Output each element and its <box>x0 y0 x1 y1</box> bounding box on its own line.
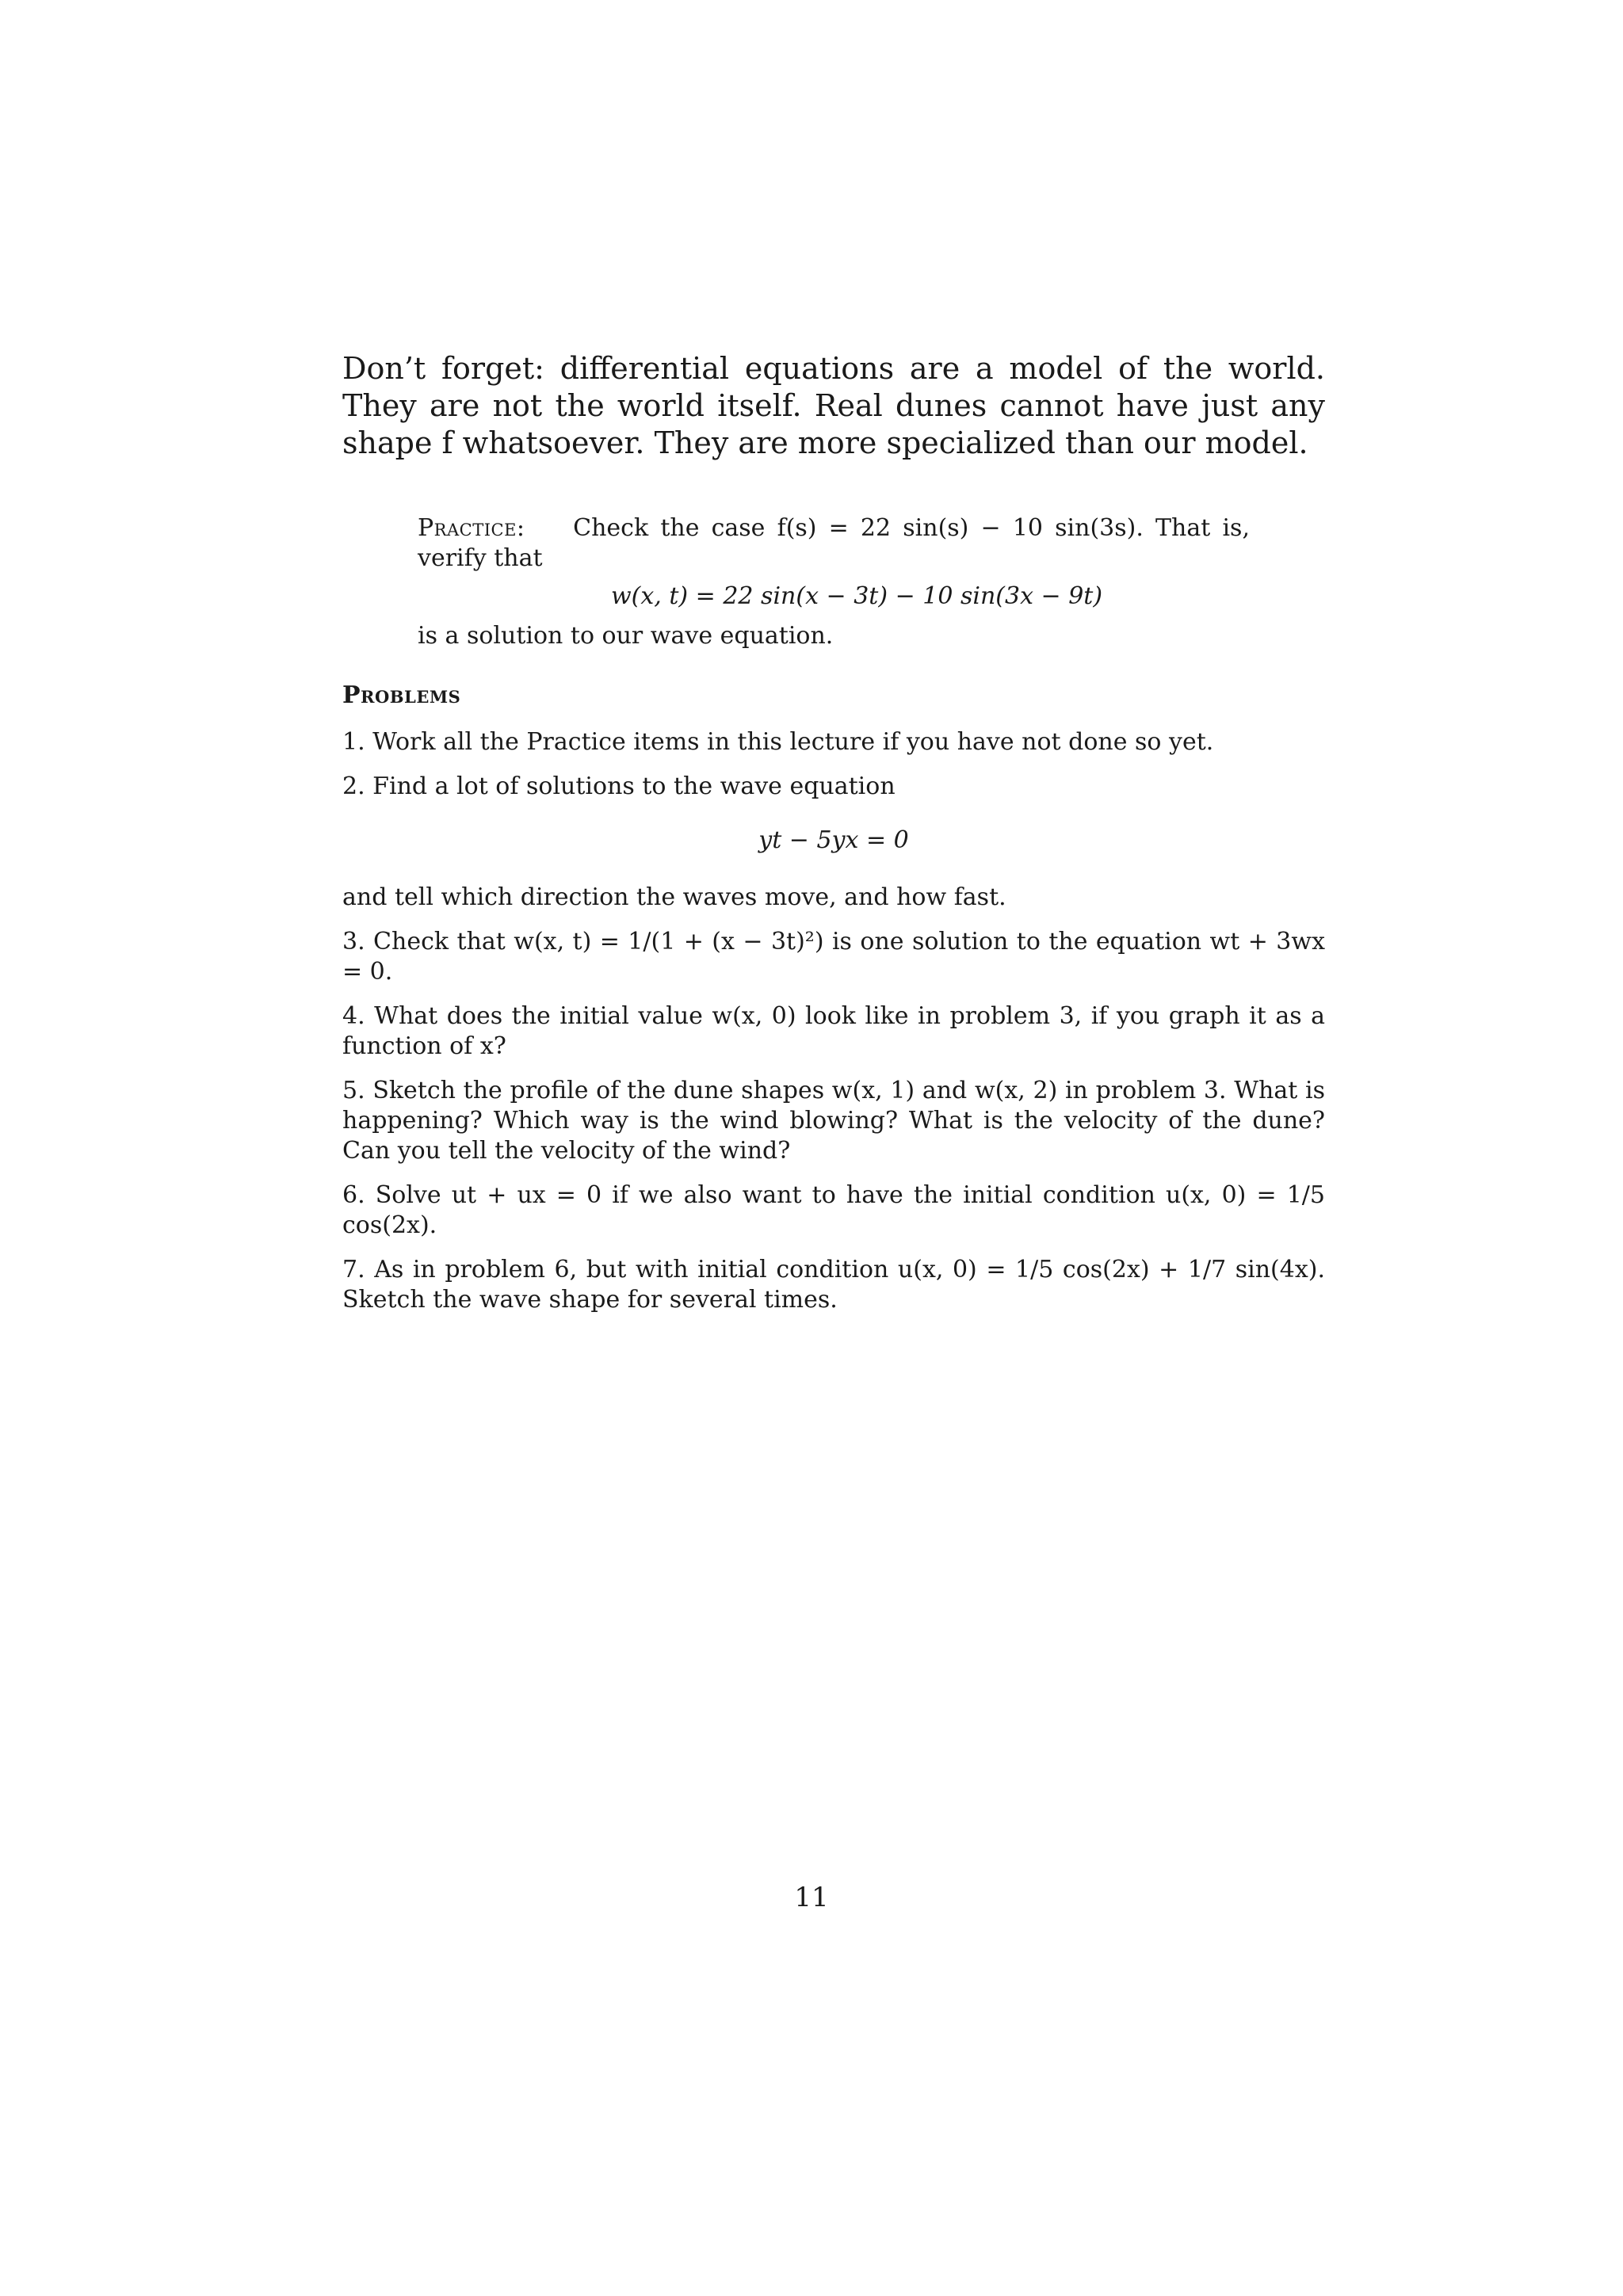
problem-2 <box>342 772 1325 913</box>
problem-1: 1. Work all the Practice items in this lecture if you have not done so yet. <box>342 728 1214 756</box>
practice-lead-text: Check the case f(s) = 22 sin(s) − 10 sin(3s). That is, verify that <box>418 514 1250 572</box>
problem-6: 6. Solve ut + ux = 0 if we also want to have the initial condition u(x, 0) = 1/5 cos(2x). <box>342 1181 1325 1239</box>
intro-paragraph: Don’t forget: differential equations are a model of the world. They are not the world itself. Real dunes cannot have just any shape f whatsoever. They are more specialized than our model. <box>342 351 1325 460</box>
problem-7: 7. As in problem 6, but with initial condition u(x, 0) = 1/5 cos(2x) + 1/7 sin(4x). Sketch the wave shape for several times. <box>342 1256 1325 1314</box>
problem-2-equation: yt − 5yx = 0 <box>758 826 909 854</box>
problem-2-after: and tell which direction the waves move, and how fast. <box>342 883 1006 911</box>
problems-heading: Problems <box>342 681 461 709</box>
problem-4: 4. What does the initial value w(x, 0) look like in problem 3, if you graph it as a function of x? <box>342 1002 1325 1060</box>
practice-block <box>418 513 1250 651</box>
practice-tail: is a solution to our wave equation. <box>418 622 834 650</box>
page-number: 11 <box>794 1882 829 1913</box>
practice-equation: w(x, t) = 22 sin(x − 3t) − 10 sin(3x − 9t) <box>611 582 1103 610</box>
problem-2-text: 2. Find a lot of solutions to the wave equation <box>342 772 896 800</box>
practice-label: Practice: <box>418 514 525 542</box>
problem-5: 5. Sketch the profile of the dune shapes w(x, 1) and w(x, 2) in problem 3. What is happening? Which way is the wind blowing? What is the velocity of the dune? Can you tell the velocity of the wind? <box>342 1077 1325 1165</box>
practice-lead <box>418 513 1250 574</box>
problem-3: 3. Check that w(x, t) = 1/(1 + (x − 3t)²) is one solution to the equation wt + 3wx = 0. <box>342 928 1325 986</box>
problems-list <box>342 727 1325 1329</box>
